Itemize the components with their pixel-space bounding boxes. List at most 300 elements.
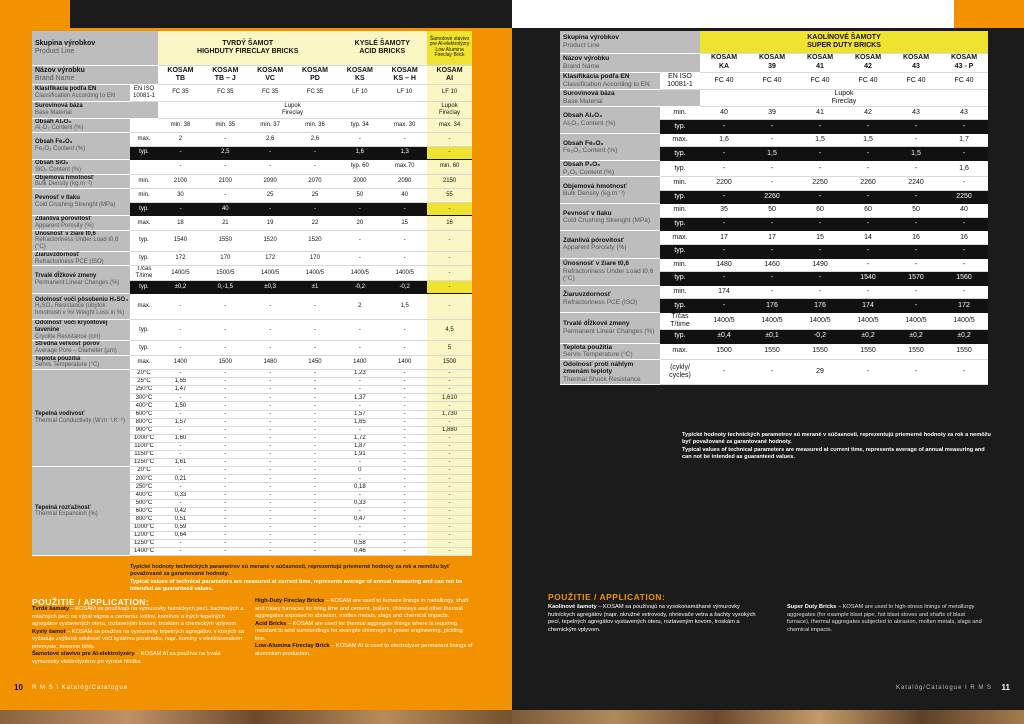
property-value: - — [892, 217, 940, 231]
property-value: - — [248, 548, 293, 556]
property-value: ±1 — [293, 280, 338, 294]
property-value: - — [337, 341, 382, 355]
property-value: - — [427, 202, 472, 216]
property-value: - — [293, 418, 338, 426]
property-value: - — [248, 418, 293, 426]
classification-row — [32, 84, 472, 101]
property-value: 174 — [700, 285, 748, 299]
brand-line1: KOSAM — [346, 66, 373, 74]
property-value: - — [337, 531, 382, 539]
property-value: ±0,4 — [700, 330, 748, 344]
property-name-sk: Odolnosť proti náhlym zmenám teploty — [563, 360, 634, 376]
property-value: - — [427, 515, 472, 523]
property-value: - — [248, 523, 293, 531]
group-title-sk: Šamotové stavivo pre Al-elektrolýzry — [429, 35, 470, 48]
property-value: - — [844, 285, 892, 299]
value-qualifier: typ. — [660, 190, 700, 204]
property-value: 170 — [203, 251, 248, 265]
property-value: - — [382, 515, 427, 523]
property-value: - — [748, 133, 796, 147]
brand-line1: KOSAM — [212, 66, 239, 74]
property-value: - — [427, 491, 472, 499]
property-value: - — [382, 475, 427, 483]
property-value: 25 — [248, 189, 293, 203]
property-value: - — [158, 483, 203, 491]
property-value: - — [337, 320, 382, 341]
property-value: - — [427, 467, 472, 475]
property-value: 1400/5 — [337, 266, 382, 280]
property-label — [560, 72, 660, 89]
property-value: 14 — [844, 231, 892, 245]
brand-name — [158, 65, 203, 84]
property-value: - — [158, 160, 203, 174]
property-value: 172 — [940, 299, 988, 313]
brand-line1: KOSAM — [257, 66, 284, 74]
group-acid — [337, 31, 427, 65]
value-qualifier: max. — [660, 231, 700, 245]
property-value: ±0,3 — [248, 280, 293, 294]
property-value: 0,33 — [158, 491, 203, 499]
property-value: - — [337, 459, 382, 467]
property-value: 2090 — [248, 174, 293, 188]
property-value: 1,610 — [427, 394, 472, 402]
property-value: - — [382, 132, 427, 146]
left-application-en — [255, 598, 473, 658]
property-value: - — [248, 378, 293, 386]
property-label — [32, 132, 130, 159]
disclaimer-sk: Typické hodnoty technických parametrov sú merané v súčasnosti, reprezentujú priemerné hodnoty za rok a nemôžu byť považované za garantované hodnoty. — [130, 564, 450, 578]
property-row — [32, 132, 472, 146]
property-value: - — [796, 217, 844, 231]
property-name-en: Servis Temperature (°C) — [563, 351, 633, 359]
property-label — [32, 266, 130, 294]
app_sk-paragraph — [32, 606, 244, 629]
property-value: 1,3 — [382, 146, 427, 160]
property-value: 16 — [427, 216, 472, 230]
value-qualifier: typ. — [130, 230, 158, 251]
property-value: - — [382, 434, 427, 442]
property-value: - — [748, 359, 796, 385]
raw-sk: Lupok — [284, 102, 301, 109]
temperature: 200°C — [130, 475, 158, 483]
property-row — [32, 230, 472, 251]
property-value: - — [427, 540, 472, 548]
property-name-en: Bulk Density (kg.m⁻³) — [35, 181, 93, 188]
property-value: - — [382, 394, 427, 402]
brand-line2: TB – J — [214, 74, 236, 82]
property-value: typ. 34 — [337, 118, 382, 132]
property-value: 1500 — [700, 343, 748, 359]
property-value: ±0,1 — [748, 330, 796, 344]
property-value: - — [203, 515, 248, 523]
property-value: 1460 — [748, 258, 796, 272]
property-value: - — [844, 147, 892, 161]
property-value: 1,91 — [337, 451, 382, 459]
property-value: 20 — [337, 216, 382, 230]
property-value: 1550 — [796, 343, 844, 359]
property-value: - — [203, 491, 248, 499]
brand-line1: KOSAM — [758, 54, 786, 62]
property-value: 1500/5 — [203, 266, 248, 280]
property-value: 1,57 — [337, 410, 382, 418]
brand-line1: KOSAM — [391, 66, 418, 74]
property-value: - — [248, 491, 293, 499]
property-value: - — [796, 120, 844, 134]
property-value: 60 — [844, 204, 892, 218]
property-value: - — [700, 217, 748, 231]
property-value: - — [844, 120, 892, 134]
temperature: 1200°C — [130, 531, 158, 539]
property-value: - — [293, 294, 338, 320]
property-name-sk: Obsah Fe₂O₃ — [563, 139, 604, 147]
property-value: - — [382, 459, 427, 467]
property-value: - — [382, 402, 427, 410]
property-value: - — [293, 491, 338, 499]
property-value: 19 — [248, 216, 293, 230]
property-value: 1,7 — [940, 133, 988, 147]
property-value: - — [427, 230, 472, 251]
property-value: - — [248, 394, 293, 402]
brand-name — [940, 53, 988, 72]
property-value: - — [248, 459, 293, 467]
application-paragraph — [787, 604, 987, 634]
value-qualifier: typ. — [660, 299, 700, 313]
classification-value: FC 40 — [700, 72, 748, 89]
value-qualifier: typ. — [660, 217, 700, 231]
property-value: 1550 — [203, 230, 248, 251]
raw-material-value — [427, 101, 472, 118]
property-value: - — [293, 451, 338, 459]
value-qualifier: min. — [660, 106, 700, 120]
value-qualifier: min. — [660, 204, 700, 218]
property-value: - — [248, 499, 293, 507]
temperature: 800°C — [130, 515, 158, 523]
property-value: - — [748, 272, 796, 286]
property-value: 50 — [337, 189, 382, 203]
property-value: 2100 — [158, 174, 203, 188]
property-value: - — [203, 378, 248, 386]
property-value: - — [248, 540, 293, 548]
temperature: 20°C — [130, 370, 158, 378]
property-value: - — [940, 258, 988, 272]
raw-material-value — [700, 89, 988, 106]
property-value: - — [248, 507, 293, 515]
property-value: - — [427, 402, 472, 410]
value-qualifier: max. — [130, 216, 158, 230]
property-value: - — [382, 531, 427, 539]
property-value: - — [382, 467, 427, 475]
application-text: – KOSAM are used for thermal aggregate linings where is requiring resistant to acid surroundings for example chimneys in power engineering, pickling line. — [255, 620, 463, 642]
property-value: - — [248, 402, 293, 410]
property-value: 1480 — [700, 258, 748, 272]
value-qualifier: max. — [660, 343, 700, 359]
property-value: min. 36 — [293, 118, 338, 132]
property-label — [560, 231, 660, 258]
property-value: - — [337, 426, 382, 434]
property-name-sk: Klasifikácia podľa EN — [35, 85, 97, 92]
property-value: - — [382, 523, 427, 531]
classification-row — [560, 72, 988, 89]
left-disclaimer — [130, 564, 470, 593]
property-name-sk: Názov výrobku — [35, 66, 85, 74]
property-value: 15 — [382, 216, 427, 230]
property-name-en: Base Material — [563, 97, 603, 105]
property-value: 16 — [892, 231, 940, 245]
property-value: - — [293, 341, 338, 355]
property-value: 1,72 — [337, 434, 382, 442]
property-value: 1520 — [293, 230, 338, 251]
property-value: - — [293, 402, 338, 410]
property-label — [32, 31, 158, 65]
temperature: 600°C — [130, 507, 158, 515]
property-name-en: Classification According to EN — [563, 80, 650, 88]
property-value: 2260 — [844, 177, 892, 191]
property-value: 0,-1,5 — [203, 280, 248, 294]
property-value: - — [382, 548, 427, 556]
property-value: - — [293, 202, 338, 216]
application-text: – KOSAM sa používajú na vysokonamáhané výmurovky hutníckych agregátov (napr. okružné vetrovody, ohrievače vetra a šachty vysokých pecí, tepelných agregátov vystavených oteru, roztaveným kovom, troskám a chemickým vplyvom. — [548, 604, 756, 633]
property-value: - — [248, 146, 293, 160]
property-value: 40 — [940, 204, 988, 218]
property-value: - — [337, 378, 382, 386]
property-value: - — [382, 410, 427, 418]
property-name-en: Refractoriness PCE (ISO) — [563, 298, 638, 306]
property-row — [32, 160, 472, 174]
property-value: - — [382, 251, 427, 265]
property-value: max. 34 — [427, 118, 472, 132]
catalogue-label-left: R M S I Katalóg/Catalogue — [32, 685, 129, 691]
property-label — [560, 89, 700, 106]
brand-name — [748, 53, 796, 72]
property-name-en: Refractoriness PCE (ISO) — [35, 258, 104, 265]
property-name-sk: Objemová hmotnosť — [35, 174, 94, 181]
property-value: - — [203, 294, 248, 320]
property-value: - — [293, 540, 338, 548]
property-value: - — [158, 341, 203, 355]
brand-name — [293, 65, 338, 84]
temperature: 400°C — [130, 402, 158, 410]
property-label — [560, 343, 660, 359]
property-value: 1400/5 — [748, 312, 796, 329]
property-value: - — [748, 244, 796, 258]
value-qualifier: max. — [660, 133, 700, 147]
property-name-en: Fe₂O₃ Content (%) — [35, 146, 86, 153]
property-value: - — [427, 280, 472, 294]
property-value: 176 — [748, 299, 796, 313]
property-value: 1520 — [248, 230, 293, 251]
property-value: 1,47 — [158, 386, 203, 394]
classification-value: FC 40 — [892, 72, 940, 89]
group-superduty — [700, 31, 988, 53]
property-value: 1550 — [844, 343, 892, 359]
property-value: - — [203, 475, 248, 483]
value-qualifier: min. — [660, 177, 700, 191]
application-term: Acid Bricks — [255, 620, 287, 627]
property-value: 35 — [700, 204, 748, 218]
property-name-sk: Žiaruvzdornosť — [563, 291, 611, 299]
property-label — [32, 216, 130, 230]
property-name-en: Brand Name — [563, 62, 600, 70]
property-value: 0,21 — [158, 475, 203, 483]
property-value: -0,2 — [796, 330, 844, 344]
value-qualifier: min. — [130, 174, 158, 188]
property-value: - — [427, 459, 472, 467]
property-value: - — [382, 442, 427, 450]
property-value: - — [293, 146, 338, 160]
group-title-en: ACID BRICKS — [359, 47, 406, 55]
property-name-en: Apparent Porosity (%) — [563, 244, 627, 252]
property-value: - — [158, 426, 203, 434]
brand-line1: KOSAM — [301, 66, 328, 74]
property-label — [32, 230, 130, 251]
header-row — [32, 31, 472, 65]
value-qualifier: typ. — [660, 272, 700, 286]
property-value: - — [337, 386, 382, 394]
property-value: - — [337, 251, 382, 265]
property-value: - — [382, 378, 427, 386]
classification-value: FC 40 — [796, 72, 844, 89]
temperature: 250°C — [130, 483, 158, 491]
property-value: 1,5 — [748, 147, 796, 161]
classification-value: LF 10 — [382, 84, 427, 101]
property-label — [560, 285, 660, 312]
property-name-en: Refractoriness Under Load t0,6 (°C) — [563, 267, 654, 283]
property-value: - — [382, 451, 427, 459]
property-value: - — [337, 202, 382, 216]
property-value: - — [427, 132, 472, 146]
property-name-en: Al₂O₃ Content (%) — [563, 119, 616, 127]
brand-name — [700, 53, 748, 72]
brand-name — [382, 65, 427, 84]
property-value: - — [337, 132, 382, 146]
group-highduty — [158, 31, 337, 65]
property-value: - — [892, 299, 940, 313]
brand-name — [427, 65, 472, 84]
property-value: - — [203, 394, 248, 402]
property-value: 1540 — [844, 272, 892, 286]
property-label — [560, 106, 660, 133]
property-value: 2240 — [892, 177, 940, 191]
classification-value: LF 10 — [427, 84, 472, 101]
property-value: - — [248, 483, 293, 491]
left-properties-table — [32, 31, 472, 556]
property-label — [32, 84, 130, 101]
property-value: 43 — [940, 106, 988, 120]
group-title-en: HIGHDUTY FIRECLAY BRICKS — [197, 47, 299, 55]
property-value: - — [427, 548, 472, 556]
property-value: - — [293, 531, 338, 539]
property-value: - — [700, 161, 748, 177]
value-qualifier: typ. — [130, 320, 158, 341]
raw-sk: Lupok — [834, 89, 854, 97]
property-name-sk: Zdanlivá pórovitosť — [563, 237, 624, 244]
property-value: - — [382, 540, 427, 548]
property-value: - — [203, 434, 248, 442]
classification-value: FC 35 — [158, 84, 203, 101]
property-value: - — [248, 475, 293, 483]
expansion-row — [32, 467, 472, 475]
app_en-paragraph — [255, 643, 473, 658]
property-name-en: Base Material — [35, 109, 72, 116]
property-label — [560, 204, 660, 231]
property-name-en: Cold Crushing Strenght (MPa) — [35, 202, 116, 209]
property-value: - — [700, 120, 748, 134]
property-value: - — [940, 285, 988, 299]
brand-line1: KOSAM — [902, 54, 930, 62]
page-number-right: 11 — [1001, 683, 1010, 692]
property-value: - — [337, 230, 382, 251]
property-label — [32, 189, 130, 216]
property-value: 21 — [203, 216, 248, 230]
raw-sk: Lupok — [441, 102, 458, 109]
property-value: - — [248, 341, 293, 355]
property-value: - — [844, 217, 892, 231]
property-label — [32, 355, 130, 369]
property-value: - — [158, 410, 203, 418]
property-value: - — [248, 531, 293, 539]
property-value: min. 37 — [248, 118, 293, 132]
property-name-en: Classification According to EN — [35, 92, 116, 99]
property-value: 30 — [158, 189, 203, 203]
brand-name — [337, 65, 382, 84]
property-name-en: Thermal Conductivity (W.m⁻¹.K⁻¹) — [35, 418, 126, 425]
property-value: 2 — [337, 294, 382, 320]
property-value: 42 — [844, 106, 892, 120]
temperature: 600°C — [130, 410, 158, 418]
property-value: 1,6 — [700, 133, 748, 147]
property-value: - — [940, 147, 988, 161]
brand-line1: KOSAM — [806, 54, 834, 62]
property-name-sk: Teplota použitia — [35, 355, 81, 362]
property-value: 2250 — [940, 190, 988, 204]
property-name-en: Product Line — [35, 47, 75, 55]
brand-name — [844, 53, 892, 72]
property-name-en: P₂O₅ Content (%) — [563, 168, 615, 176]
property-value: 0,47 — [337, 515, 382, 523]
property-value: 0,18 — [337, 483, 382, 491]
property-value: - — [203, 523, 248, 531]
property-name-en: Cold Crushing Strenght (MPa) — [563, 217, 651, 225]
property-value: - — [427, 378, 472, 386]
application-text: – KOSAM are used to furnace linings in metallurgy, shaft and rotary furnaces for firing lime and cement, boilers, chimneys and other thermal aggregates exposed to abrasion, molten metals, slags and chemical impacts. — [255, 598, 469, 620]
value-qualifier: max. — [130, 132, 158, 146]
property-value: - — [293, 483, 338, 491]
property-value: 1490 — [796, 258, 844, 272]
value-qualifier: T/čas T/time — [130, 266, 158, 280]
property-value: 2070 — [293, 174, 338, 188]
property-value: 5 — [427, 341, 472, 355]
property-name-en: Cryolite Resistance (cm) — [35, 333, 101, 340]
property-row — [32, 294, 472, 320]
brand-line2: 39 — [768, 62, 776, 70]
app_sk-paragraph — [32, 629, 244, 652]
property-value: - — [293, 320, 338, 341]
temperature: 1000°C — [130, 523, 158, 531]
brand-line2: PD — [310, 74, 320, 82]
property-name-sk: Surovinová báza — [35, 102, 83, 109]
property-value: - — [203, 320, 248, 341]
property-value: - — [248, 410, 293, 418]
property-value: 172 — [158, 251, 203, 265]
property-value: 2150 — [427, 174, 472, 188]
property-value: 2,6 — [248, 132, 293, 146]
brand-line2: 41 — [816, 62, 824, 70]
property-value: ±0,2 — [892, 330, 940, 344]
application-term: Super Duty Bricks — [787, 604, 837, 610]
property-name-sk: Teplota použitia — [563, 343, 612, 351]
brand-line1: KOSAM — [950, 54, 978, 62]
property-value: - — [337, 491, 382, 499]
